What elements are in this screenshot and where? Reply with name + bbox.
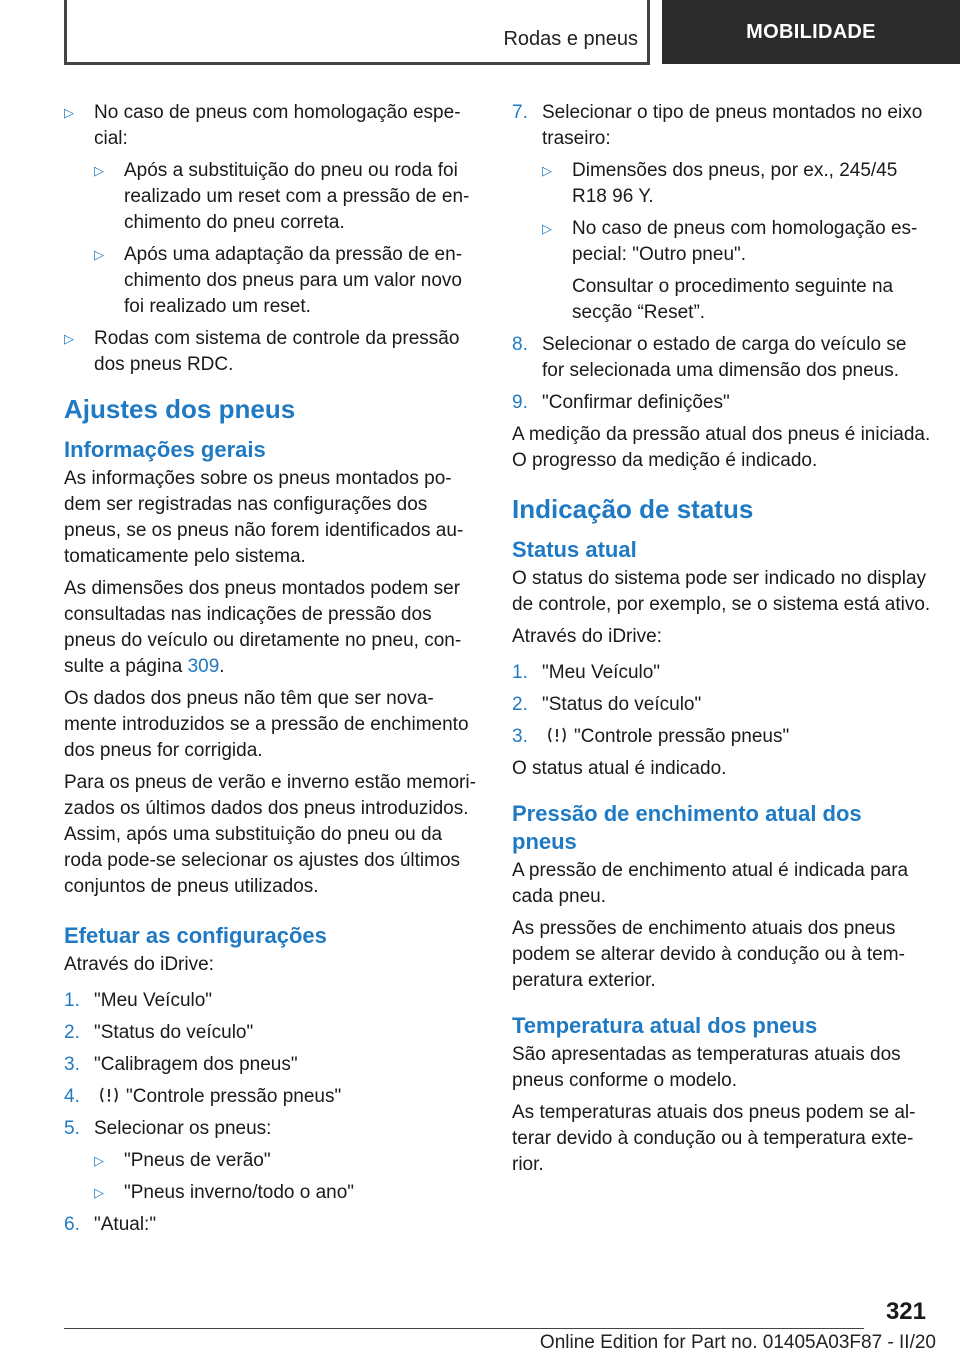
paragraph: Através do iDrive: (512, 626, 662, 647)
footer-rule (64, 1328, 864, 1329)
paragraph: Os dados dos pneus não têm que ser novamente introduzidos se a pressão de enchimento dos pneus for corrigida. (64, 688, 469, 761)
step-number: 3. (64, 1054, 80, 1075)
paragraph: As dimensões dos pneus montados podem ser consultadas nas indicações de pressão dos pneus do veículo ou diretamente no pneu, consulte a página 309. (64, 578, 462, 677)
list-item-text: "Pneus de verão" (124, 1150, 271, 1171)
list-item-text: "Meu Veículo" (94, 990, 213, 1011)
list-item (512, 332, 932, 384)
heading-pressao: Pressão de enchimento atual dos pneus (512, 801, 862, 854)
footer-edition: Online Edition for Part no. 01405A03F87 - II/20 (539, 1332, 936, 1353)
list-item-text: Selecionar o estado de carga do veículo se for selecionada uma dimensão dos pneus. (542, 334, 907, 381)
step-number: 5. (64, 1118, 80, 1139)
list-item (64, 100, 478, 152)
paragraph: O status atual é indicado. (512, 758, 727, 779)
step-number: 3. (512, 726, 528, 747)
list-item (512, 692, 932, 718)
heading-ajustes: Ajustes dos pneus (64, 394, 296, 424)
step-number: 1. (64, 990, 80, 1011)
step-number: 1. (512, 662, 528, 683)
header-left-rule (64, 0, 67, 64)
triangle-bullet-icon: ▷ (64, 331, 74, 346)
list-item-text: Após a substituição do pneu ou roda foi realizado um reset com a pressão de enchimento do pneu correta. (124, 160, 470, 233)
step-number: 4. (64, 1086, 80, 1107)
list-item (64, 1020, 478, 1046)
step-number: 2. (512, 694, 528, 715)
paragraph: Através do iDrive: (64, 954, 214, 975)
triangle-bullet-icon: ▷ (542, 221, 552, 236)
list-item-text: No caso de pneus com homologação especial: (94, 102, 461, 149)
triangle-bullet-icon: ▷ (542, 163, 552, 178)
paragraph: Para os pneus de verão e inverno estão memorizados os últimos dados dos pneus introduzidos. Assim, após uma substituição do pneu ou da roda pode-se selecionar os ajustes dos últimos conjuntos de pneus utilizados. (64, 772, 476, 897)
step-number: 9. (512, 392, 528, 413)
triangle-bullet-icon: ▷ (94, 1185, 104, 1200)
step-number: 2. (64, 1022, 80, 1043)
list-item-continuation: Consultar o procedimento seguinte na secção “Reset”. (572, 276, 894, 323)
triangle-bullet-icon: ▷ (94, 163, 104, 178)
paragraph: As temperaturas atuais dos pneus podem se alterar devido à condução ou à temperatura exterior. (512, 1102, 916, 1175)
page-link[interactable]: 309 (187, 656, 220, 677)
list-item-text: "Meu Veículo" (542, 662, 661, 683)
list-item-text: "Status do veículo" (542, 694, 702, 715)
list-item (542, 158, 932, 210)
list-item-text: Selecionar os pneus: (94, 1118, 272, 1139)
tire-pressure-warning-icon (98, 1085, 120, 1105)
list-item (64, 326, 478, 378)
heading-efetuar: Efetuar as configurações (64, 923, 327, 948)
list-item (64, 1212, 478, 1238)
list-item (512, 100, 932, 152)
paragraph: O status do sistema pode ser indicado no display de controle, por exemplo, se o sistema está ativo. (512, 568, 931, 615)
heading-indicacao: Indicação de status (512, 494, 754, 524)
triangle-bullet-icon: ▷ (94, 1153, 104, 1168)
header-chapter-tab: MOBILIDADE (662, 0, 960, 64)
paragraph: São apresentadas as temperaturas atuais dos pneus conforme o modelo. (512, 1044, 901, 1091)
paragraph: As pressões de enchimento atuais dos pneus podem se alterar devido à condução ou à temperatura exterior. (512, 918, 905, 991)
list-item-text: "Pneus inverno/todo o ano" (124, 1182, 355, 1203)
step-number: 8. (512, 334, 528, 355)
tire-pressure-warning-icon (546, 725, 568, 745)
list-item (512, 660, 932, 686)
heading-status-atual: Status atual (512, 537, 637, 562)
list-item (94, 242, 478, 320)
list-item (94, 1180, 478, 1206)
paragraph: As informações sobre os pneus montados podem ser registradas nas configurações dos pneus, se os pneus não forem identificados automaticamente pelo sistema. (64, 468, 464, 567)
list-item (94, 158, 478, 236)
list-item (94, 1148, 478, 1174)
right-column (512, 100, 932, 1184)
step-number: 6. (64, 1214, 80, 1235)
step-number: 7. (512, 102, 528, 123)
header-bottom-rule (64, 62, 650, 65)
list-item-text: No caso de pneus com homologação especial: "Outro pneu". (572, 218, 918, 265)
list-item-text: "Controle pressão pneus" (574, 726, 790, 747)
heading-informacoes: Informações gerais (64, 437, 266, 462)
list-item (512, 724, 932, 750)
list-item-text: "Controle pressão pneus" (126, 1086, 342, 1107)
list-item-text: "Status do veículo" (94, 1022, 254, 1043)
list-item (542, 216, 932, 268)
page-number: 321 (885, 1298, 926, 1325)
paragraph: A pressão de enchimento atual é indicada para cada pneu. (512, 860, 909, 907)
list-item-text: Rodas com sistema de controle da pressão dos pneus RDC. (94, 328, 460, 375)
list-item-text: "Atual:" (94, 1214, 157, 1235)
left-column (64, 100, 478, 1244)
list-item-text: "Confirmar definições" (542, 392, 730, 413)
list-item-text: Após uma adaptação da pressão de enchimento dos pneus para um valor novo foi realizado um reset. (124, 244, 463, 317)
list-item-text: "Calibragem dos pneus" (94, 1054, 298, 1075)
list-item (64, 1116, 478, 1142)
list-item (512, 390, 932, 416)
list-item (64, 988, 478, 1014)
list-item (64, 1052, 478, 1078)
list-item-text: Dimensões dos pneus, por ex., 245/45 R18 96 Y. (572, 160, 898, 207)
paragraph: A medição da pressão atual dos pneus é iniciada. O progresso da medição é indicado. (512, 424, 931, 471)
list-item (64, 1084, 478, 1110)
list-item-text: Selecionar o tipo de pneus montados no eixo traseiro: (542, 102, 923, 149)
triangle-bullet-icon: ▷ (64, 105, 74, 120)
triangle-bullet-icon: ▷ (94, 247, 104, 262)
heading-temperatura: Temperatura atual dos pneus (512, 1013, 818, 1038)
header-separator (647, 0, 650, 64)
header-section-title: Rodas e pneus (503, 28, 638, 50)
